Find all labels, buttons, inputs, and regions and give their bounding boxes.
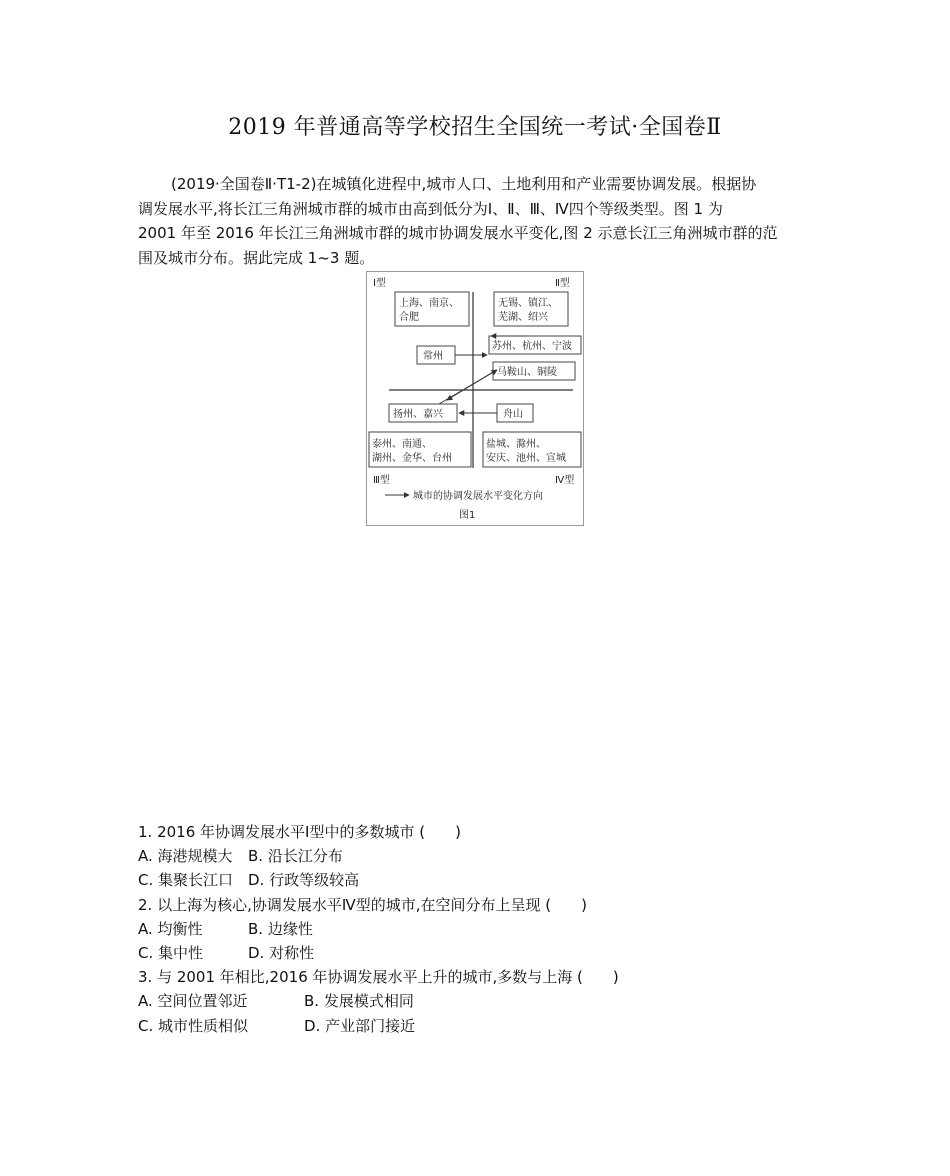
figure-caption: 图1 <box>459 510 476 521</box>
box-text: 无锡、镇江、 <box>498 298 558 309</box>
intro-line: (2019·全国卷Ⅱ·T1-2)在城镇化进程中,城市人口、土地利用和产业需要协调发展。根据协 <box>171 175 757 193</box>
type-3-label: Ⅲ型 <box>373 475 390 486</box>
option-a: A. 空间位置邻近 <box>138 992 248 1011</box>
option-d: D. 产业部门接近 <box>304 1016 416 1035</box>
option-row <box>138 989 838 1013</box>
option-b: B. 沿长江分布 <box>248 847 343 866</box>
intro-line: 围及城市分布。据此完成 1~3 题。 <box>138 248 375 267</box>
option-row <box>138 1014 838 1038</box>
question-stem: 3. 与 2001 年相比,2016 年协调发展水平上升的城市,多数与上海 ( ) <box>138 968 619 987</box>
option-row <box>138 917 838 941</box>
option-a: A. 均衡性 <box>138 919 203 938</box>
box-text: 扬州、嘉兴 <box>393 409 443 420</box>
option-b: B. 发展模式相同 <box>304 992 414 1011</box>
option-a: A. 海港规模大 <box>138 847 233 866</box>
option-row <box>138 941 838 965</box>
option-row <box>138 868 838 892</box>
box-text: 舟山 <box>503 409 523 420</box>
figure-1-diagram <box>367 272 585 527</box>
option-d: D. 行政等级较高 <box>248 871 360 890</box>
option-c: C. 集中性 <box>138 944 204 963</box>
option-c: C. 集聚长江口 <box>138 871 234 890</box>
intro-line: 调发展水平,将长江三角洲城市群的城市由高到低分为Ⅰ、Ⅱ、Ⅲ、Ⅳ四个等级类型。图 1 为 <box>138 199 723 218</box>
option-b: B. 边缘性 <box>248 919 313 938</box>
option-c: C. 城市性质相似 <box>138 1016 249 1035</box>
box-text: 芜湖、绍兴 <box>498 312 548 323</box>
intro-paragraph <box>138 172 828 270</box>
box-text: 泰州、南通、 <box>372 439 432 450</box>
question-stem: 1. 2016 年协调发展水平Ⅰ型中的多数城市 ( ) <box>138 823 461 841</box>
box-text: 马鞍山、铜陵 <box>497 367 557 378</box>
box-text: 苏州、杭州、宁波 <box>492 341 572 352</box>
option-row <box>138 844 838 868</box>
questions-section <box>138 820 838 1038</box>
box-text: 湖州、金华、台州 <box>372 453 452 464</box>
legend-text: 城市的协调发展水平变化方向 <box>413 491 543 502</box>
option-d: D. 对称性 <box>248 944 315 963</box>
box-text: 安庆、池州、宣城 <box>486 453 566 464</box>
arrow-yangzhou-to-type2 <box>439 370 497 404</box>
box-text: 盐城、滁州、 <box>486 439 546 450</box>
type-1-label: Ⅰ型 <box>373 278 386 289</box>
box-text: 常州 <box>423 351 443 362</box>
type-4-label: Ⅳ型 <box>555 475 575 486</box>
type-2-label: Ⅱ型 <box>555 278 570 289</box>
intro-line: 2001 年至 2016 年长江三角洲城市群的城市协调发展水平变化,图 2 示意长江三角洲城市群的范 <box>138 224 778 242</box>
document-title: 2019 年普通高等学校招生全国统一考试·全国卷Ⅱ <box>228 115 722 140</box>
figure-1 <box>366 271 584 526</box>
question-stem: 2. 以上海为核心,协调发展水平Ⅳ型的城市,在空间分布上呈现 ( ) <box>138 895 587 914</box>
box-text: 上海、南京、 <box>399 298 459 309</box>
box-text: 合肥 <box>399 312 419 323</box>
